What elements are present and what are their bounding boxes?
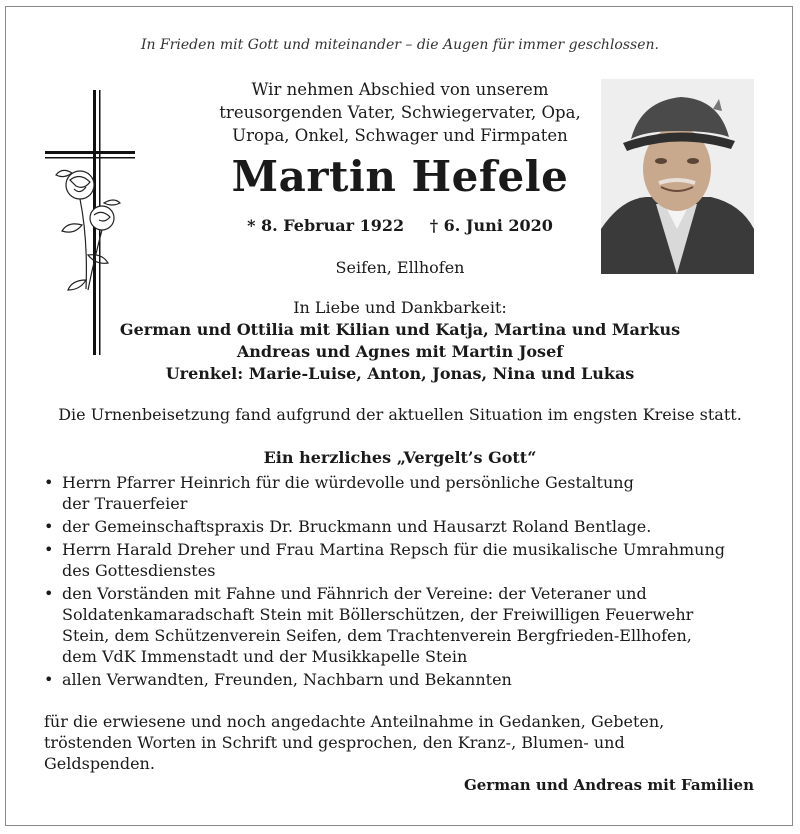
closing-line: tröstenden Worten in Schrift und gesprochen, den Kranz-, Blumen- und bbox=[44, 733, 625, 752]
death-date: † 6. Juni 2020 bbox=[429, 216, 553, 235]
residence: Seifen, Ellhofen bbox=[335, 258, 465, 277]
list-item bbox=[44, 583, 764, 667]
list-item-text: der Trauerfeier bbox=[62, 494, 188, 513]
deceased-name: Martin Hefele bbox=[231, 152, 569, 201]
bullet: • bbox=[44, 670, 54, 689]
list-item-text: dem VdK Immenstadt und der Musikkapelle Stein bbox=[62, 647, 468, 666]
family-line: Andreas und Agnes mit Martin Josef bbox=[236, 342, 564, 361]
list-item-text: des Gottesdienstes bbox=[62, 561, 216, 580]
bullet: • bbox=[44, 473, 54, 492]
list-item-text: Stein, dem Schützenverein Seifen, dem Trachtenverein Bergfrieden-Ellhofen, bbox=[62, 626, 692, 645]
list-item-text: den Vorständen mit Fahne und Fähnrich der Vereine: der Veteraner und bbox=[62, 584, 647, 603]
list-item bbox=[44, 472, 764, 514]
birth-date: * 8. Februar 1922 bbox=[247, 216, 405, 235]
family-section bbox=[80, 297, 720, 385]
bullet: • bbox=[44, 517, 54, 536]
closing-line: Geldspenden. bbox=[44, 754, 155, 773]
bullet: • bbox=[44, 584, 54, 603]
closing-line: für die erwiesene und noch angedachte Anteilnahme in Gedanken, Gebeten, bbox=[44, 712, 665, 731]
list-item bbox=[44, 669, 764, 690]
intro-line: treusorgenden Vater, Schwiegervater, Opa, bbox=[219, 103, 581, 122]
motto: In Frieden mit Gott und miteinander – die Augen für immer geschlossen. bbox=[141, 37, 659, 53]
list-item bbox=[44, 516, 764, 537]
intro-line: Wir nehmen Abschied von unserem bbox=[251, 80, 549, 99]
list-item-text: Herrn Harald Dreher und Frau Martina Repsch für die musikalische Umrahmung bbox=[62, 540, 726, 559]
list-item-text: Herrn Pfarrer Heinrich für die würdevolle und persönliche Gestaltung bbox=[62, 473, 634, 492]
portrait-photo bbox=[601, 79, 754, 274]
bullet: • bbox=[44, 540, 54, 559]
family-line: Urenkel: Marie-Luise, Anton, Jonas, Nina und Lukas bbox=[165, 364, 635, 383]
thanks-title: Ein herzliches „Vergelt’s Gott“ bbox=[263, 448, 537, 467]
thanks-list bbox=[44, 472, 764, 692]
list-item-text: der Gemeinschaftspraxis Dr. Bruckmann und Hausarzt Roland Bentlage. bbox=[62, 517, 652, 536]
closing-text bbox=[44, 711, 744, 774]
family-heading: In Liebe und Dankbarkeit: bbox=[293, 298, 507, 317]
life-dates bbox=[200, 216, 600, 235]
list-item-text: Soldatenkamaradschaft Stein mit Böllerschützen, der Freiwilligen Feuerwehr bbox=[62, 605, 694, 624]
family-line: German und Ottilia mit Kilian und Katja, Martina und Markus bbox=[119, 320, 681, 339]
signature: German und Andreas mit Familien bbox=[463, 776, 754, 794]
urn-notice: Die Urnenbeisetzung fand aufgrund der aktuellen Situation im engsten Kreise statt. bbox=[58, 405, 742, 424]
intro-line: Uropa, Onkel, Schwager und Firmpaten bbox=[232, 126, 568, 145]
list-item bbox=[44, 539, 764, 581]
intro-text bbox=[200, 78, 600, 147]
list-item-text: allen Verwandten, Freunden, Nachbarn und Bekannten bbox=[62, 670, 512, 689]
